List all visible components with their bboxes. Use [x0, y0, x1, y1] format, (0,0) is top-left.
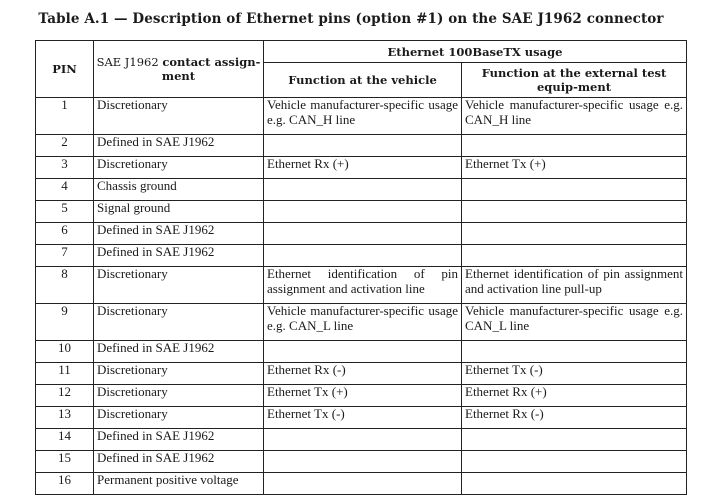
vehicle-function-cell — [264, 429, 462, 451]
tester-function-cell: Ethernet Tx (+) — [462, 157, 687, 179]
contact-cell: Defined in SAE J1962 — [94, 223, 264, 245]
header-contact-bold: contact assign-ment — [161, 55, 261, 83]
contact-cell: Signal ground — [94, 201, 264, 223]
contact-cell: Discretionary — [94, 363, 264, 385]
tester-function-cell — [462, 245, 687, 267]
pin-cell: 14 — [36, 429, 94, 451]
pin-cell: 4 — [36, 179, 94, 201]
pin-cell: 10 — [36, 341, 94, 363]
tester-function-cell: Ethernet Rx (-) — [462, 407, 687, 429]
tester-function-cell: Ethernet identification of pin assignment and activation line pull-up — [462, 267, 687, 304]
tester-function-cell: Ethernet Rx (+) — [462, 385, 687, 407]
contact-cell: Permanent positive voltage — [94, 473, 264, 495]
contact-cell: Chassis ground — [94, 179, 264, 201]
contact-cell: Discretionary — [94, 98, 264, 135]
contact-cell: Discretionary — [94, 385, 264, 407]
table-title: Table A.1 — Description of Ethernet pins (option #1) on the SAE J1962 connector — [38, 11, 664, 27]
pin-cell: 11 — [36, 363, 94, 385]
vehicle-function-cell — [264, 135, 462, 157]
vehicle-function-cell: Ethernet Rx (-) — [264, 363, 462, 385]
header-ethernet-usage: Ethernet 100BaseTX usage — [264, 41, 687, 63]
contact-cell: Defined in SAE J1962 — [94, 451, 264, 473]
table-row — [36, 385, 687, 407]
contact-cell: Discretionary — [94, 157, 264, 179]
vehicle-function-cell — [264, 223, 462, 245]
tester-function-cell — [462, 223, 687, 245]
tester-function-cell — [462, 429, 687, 451]
contact-cell: Defined in SAE J1962 — [94, 245, 264, 267]
table-row — [36, 341, 687, 363]
contact-cell: Defined in SAE J1962 — [94, 429, 264, 451]
header-pin: PIN — [36, 41, 94, 98]
table-row — [36, 451, 687, 473]
tester-function-cell — [462, 451, 687, 473]
table-row — [36, 267, 687, 304]
pin-cell: 15 — [36, 451, 94, 473]
pin-cell: 16 — [36, 473, 94, 495]
vehicle-function-cell: Ethernet Tx (+) — [264, 385, 462, 407]
pin-cell: 8 — [36, 267, 94, 304]
table-row — [36, 473, 687, 495]
tester-function-cell: Vehicle manufacturer-specific usage e.g. CAN_H line — [462, 98, 687, 135]
table-row — [36, 135, 687, 157]
pin-cell: 13 — [36, 407, 94, 429]
vehicle-function-cell — [264, 179, 462, 201]
table-row — [36, 157, 687, 179]
table-row — [36, 407, 687, 429]
tester-function-cell — [462, 135, 687, 157]
contact-cell: Discretionary — [94, 407, 264, 429]
table-row — [36, 223, 687, 245]
pin-cell: 5 — [36, 201, 94, 223]
pin-cell: 7 — [36, 245, 94, 267]
header-contact-plain: SAE J1962 — [96, 55, 163, 69]
table-row — [36, 429, 687, 451]
tester-function-cell: Ethernet Tx (-) — [462, 363, 687, 385]
table-row — [36, 363, 687, 385]
header-contact-assignment — [94, 41, 264, 98]
vehicle-function-cell: Vehicle manufacturer-specific usage e.g. CAN_H line — [264, 98, 462, 135]
vehicle-function-cell: Vehicle manufacturer-specific usage e.g. CAN_L line — [264, 304, 462, 341]
contact-cell: Discretionary — [94, 304, 264, 341]
contact-cell: Defined in SAE J1962 — [94, 341, 264, 363]
vehicle-function-cell: Ethernet Rx (+) — [264, 157, 462, 179]
tester-function-cell — [462, 179, 687, 201]
ethernet-pins-table — [35, 40, 687, 495]
vehicle-function-cell: Ethernet identification of pin assignment and activation line — [264, 267, 462, 304]
table-row — [36, 98, 687, 135]
header-vehicle-function: Function at the vehicle — [264, 63, 462, 98]
contact-cell: Discretionary — [94, 267, 264, 304]
table-row — [36, 304, 687, 341]
pin-cell: 3 — [36, 157, 94, 179]
tester-function-cell — [462, 341, 687, 363]
tester-function-cell — [462, 473, 687, 495]
vehicle-function-cell — [264, 473, 462, 495]
vehicle-function-cell — [264, 451, 462, 473]
tester-function-cell — [462, 201, 687, 223]
table-row — [36, 201, 687, 223]
contact-cell: Defined in SAE J1962 — [94, 135, 264, 157]
pin-cell: 1 — [36, 98, 94, 135]
table-row — [36, 245, 687, 267]
pin-cell: 12 — [36, 385, 94, 407]
tester-function-cell: Vehicle manufacturer-specific usage e.g. CAN_L line — [462, 304, 687, 341]
vehicle-function-cell — [264, 245, 462, 267]
table-row — [36, 179, 687, 201]
vehicle-function-cell: Ethernet Tx (-) — [264, 407, 462, 429]
pin-cell: 2 — [36, 135, 94, 157]
pin-cell: 9 — [36, 304, 94, 341]
vehicle-function-cell — [264, 341, 462, 363]
header-tester-function: Function at the external test equip-ment — [462, 63, 687, 98]
pin-cell: 6 — [36, 223, 94, 245]
vehicle-function-cell — [264, 201, 462, 223]
